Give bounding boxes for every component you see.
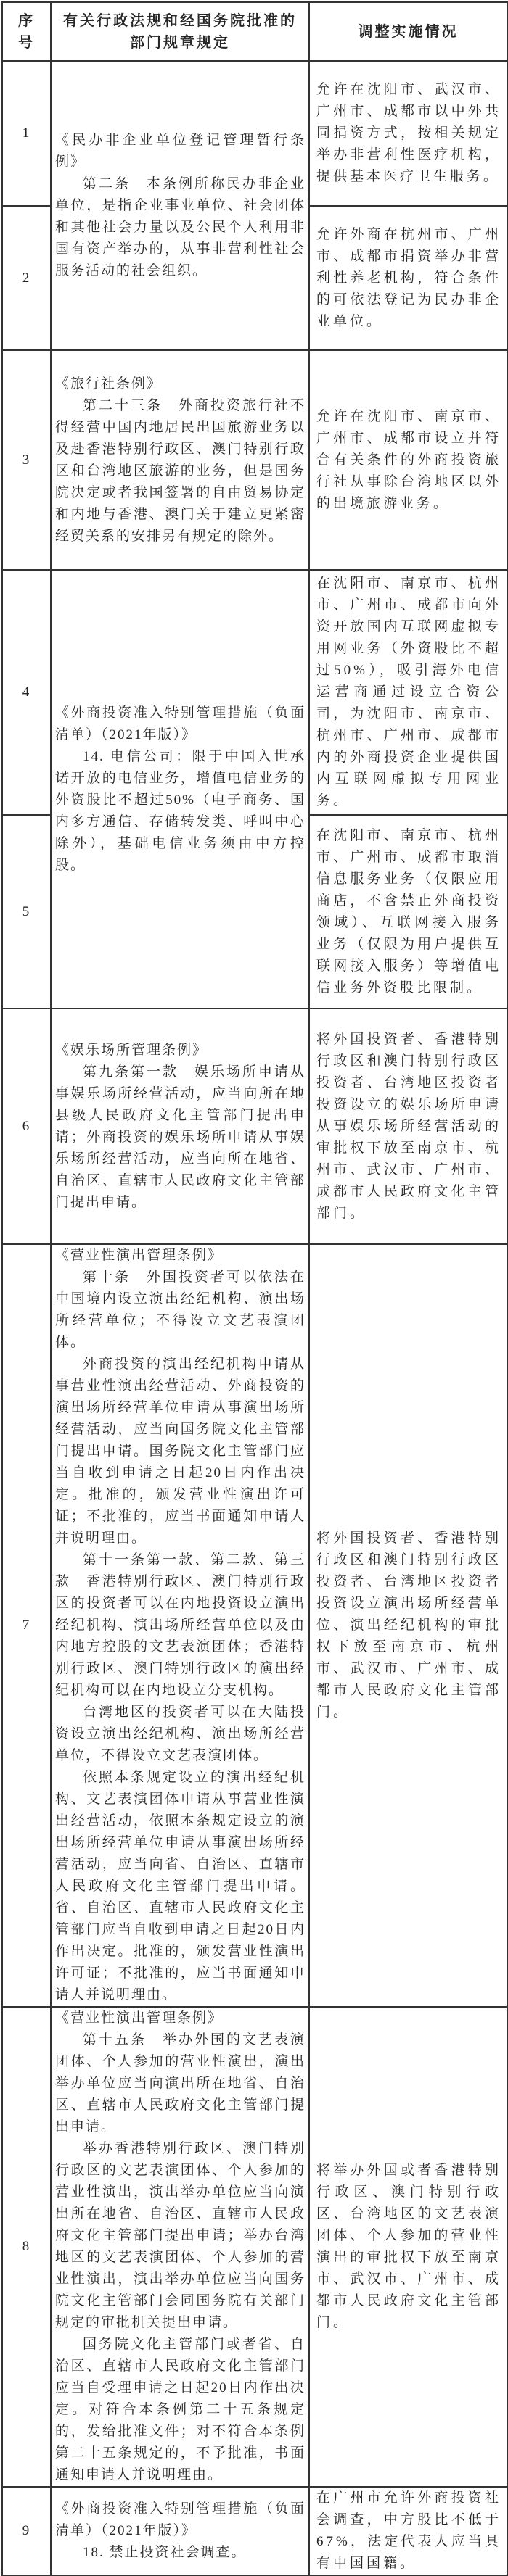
regulation-cell	[51, 2007, 309, 2487]
table-row	[2, 2487, 507, 2575]
implementation-cell	[309, 815, 507, 1009]
regulation-adjustment-table	[1, 1, 508, 2576]
regulation-cell	[51, 1009, 309, 1244]
regulation-title: 《旅行社条例》	[55, 376, 163, 392]
regulation-paragraph: 第二条 本条例所称民办非企业单位，是指企业事业单位、社会团体和其他社会力量以及公民个人利用非国有资产举办的，从事非营利性社会服务活动的社会组织。	[55, 175, 306, 278]
regulation-paragraph: 第二十三条 外商投资旅行社不得经营中国内地居民出国旅游业务以及赴香港特别行政区、澳门特别行政区和台湾地区旅游的业务，但是国务院决定或者我国签署的自由贸易协定和内地与香港、澳门关于建立更紧密经贸关系的安排另有规定的除外。	[55, 397, 306, 544]
regulation-cell	[51, 1244, 309, 2007]
regulation-title: 《民办非企业单位登记管理暂行条例》	[55, 132, 306, 170]
header-implementation: 调整实施情况	[309, 2, 507, 61]
header-regulation: 有关行政法规和经国务院批准的部门规章规定	[51, 2, 309, 61]
sequence-number-cell: 3	[2, 350, 51, 570]
implementation-cell	[309, 1244, 507, 2007]
implementation-cell	[309, 2007, 507, 2487]
regulation-paragraph: 第九条第一款 娱乐场所申请从事娱乐场所经营活动，应当向所在地县级人民政府文化主管部门提出申请；外商投资的娱乐场所申请从事娱乐场所经营活动，应当向所在地省、自治区、直辖市人民政府文化主管部门提出申请。	[55, 1064, 306, 1210]
sequence-number-cell: 8	[2, 2007, 51, 2487]
implementation-cell	[309, 61, 507, 206]
sequence-number-cell: 6	[2, 1009, 51, 1244]
table-body	[2, 61, 507, 2575]
regulation-paragraph: 第十一条第一款、第二款、第三款 香港特别行政区、澳门特别行政区的投资者可以在内地投资设立演出经纪机构、演出场所经营单位以及由内地方控股的文艺表演团体；香港特别行政区、澳门特别行政区的演出经纪机构可以在内地设立分支机构。	[55, 1552, 306, 1698]
implementation-text: 将举办外国或者香港特别行政区、澳门特别行政区、台湾地区的文艺表演团体、个人参加的营业性演出的审批权下放至南京市、武汉市、广州市、成都市人民政府文化主管部门。	[316, 2163, 501, 2330]
table-row	[2, 350, 507, 570]
implementation-cell	[309, 2487, 507, 2575]
regulation-title: 《娱乐场所管理条例》	[55, 1042, 208, 1058]
sequence-number-cell: 1	[2, 61, 51, 206]
implementation-cell	[309, 1009, 507, 1244]
table-header	[2, 2, 507, 61]
regulation-title: 《外商投资准入特别管理措施（负面清单）（2021年版）》	[55, 2501, 306, 2538]
sequence-number-cell: 9	[2, 2487, 51, 2575]
implementation-text: 允许外商在杭州市、广州市、成都市捐资举办非营利性养老机构，符合条件的可依法登记为民办非企业单位。	[316, 226, 501, 329]
implementation-text: 允许在沈阳市、南京市、广州市、成都市设立并符合有关条件的外商投资旅行社从事除台湾地区以外的出境旅游业务。	[316, 408, 501, 511]
regulation-cell	[51, 61, 309, 350]
regulation-paragraph: 第十条 外国投资者可以依法在中国境内设立演出经纪机构、演出场所经营单位；不得设立文艺表演团体。	[55, 1270, 306, 1350]
table-row	[2, 61, 507, 206]
regulation-paragraph: 第十五条 举办外国的文艺表演团体、个人参加的营业性演出，演出举办单位应当向演出所在地省、自治区、直辖市人民政府文化主管部门提出申请。	[55, 2032, 306, 2134]
header-seq: 序号	[2, 2, 51, 61]
implementation-cell	[309, 206, 507, 350]
regulation-paragraph: 国务院文化主管部门或者省、自治区、直辖市人民政府文化主管部门应当自受理申请之日起20日内作出决定。对符合本条例第二十五条规定的，发给批准文件；对不符合本条例第二十五条规定的，不予批准，书面通知申请人并说明理由。	[55, 2337, 306, 2482]
table-row	[2, 570, 507, 815]
table-row	[2, 1009, 507, 1244]
regulation-title: 《营业性演出管理条例》	[55, 2010, 224, 2026]
implementation-cell	[309, 570, 507, 815]
implementation-text: 将外国投资者、香港特别行政区和澳门特别行政区投资者、台湾地区投资者投资设立的娱乐场所申请从事娱乐场所经营活动的审批权下放至南京市、杭州市、武汉市、广州市、成都市人民政府文化主管部门。	[316, 1031, 501, 1221]
sequence-number-cell: 5	[2, 815, 51, 1009]
regulation-cell	[51, 2487, 309, 2575]
regulation-title: 《外商投资准入特别管理措施（负面清单）（2021年版）》	[55, 705, 306, 742]
regulation-paragraph: 举办香港特别行政区、澳门特别行政区的文艺表演团体、个人参加的营业性演出，演出举办单位应当向演出所在地省、自治区、直辖市人民政府文化主管部门提出申请；举办台湾地区的文艺表演团体、个人参加的营业性演出，演出举办单位应当向国务院文化主管部门会同国务院有关部门规定的审批机关提出申请。	[55, 2141, 306, 2330]
regulation-title: 《营业性演出管理条例》	[55, 1248, 224, 1263]
regulation-paragraph: 外商投资的演出经纪机构申请从事营业性演出经营活动、外商投资的演出场所经营单位申请从事演出场所经营活动，应当向国务院文化主管部门提出申请。国务院文化主管部门应当自收到申请之日起20日内作出决定。批准的，颁发营业性演出许可证；不批准的，应当书面通知申请人并说明理由。	[55, 1357, 306, 1546]
regulation-cell	[51, 570, 309, 1009]
regulation-paragraph: 18. 禁止投资社会调查。	[83, 2545, 247, 2560]
regulation-cell	[51, 350, 309, 570]
sequence-number-cell: 4	[2, 570, 51, 815]
implementation-text: 将外国投资者、香港特别行政区和澳门特别行政区投资者、台湾地区投资者投资设立演出场所经营单位、演出经纪机构的审批权下放至南京市、杭州市、武汉市、广州市、成都市人民政府文化主管部门。	[316, 1531, 501, 1720]
implementation-text: 在沈阳市、南京市、杭州市、广州市、成都市向外资开放国内互联网虚拟专用网业务（外资股比不超过50%），吸引海外电信运营商通过设立合资公司，为沈阳市、南京市、杭州市、广州市、成都市内的外商投资企业提供国内互联网虚拟专用网业务。	[316, 576, 501, 808]
regulation-paragraph: 14. 电信公司：限于中国入世承诺开放的电信业务，增值电信业务的外资股比不超过50%（电子商务、国内多方通信、存储转发类、呼叫中心除外），基础电信业务须由中方控股。	[55, 748, 306, 873]
sequence-number-cell: 7	[2, 1244, 51, 2007]
implementation-cell	[309, 350, 507, 570]
implementation-text: 在沈阳市、南京市、杭州市、广州市、成都市取消信息服务业务（仅限应用商店，不含禁止外商投资领域）、互联网接入服务业务（仅限为用户提供互联网接入服务）等增值电信业务外资股比限制。	[316, 827, 501, 995]
implementation-text: 在广州市允许外商投资社会调查，中方股比不低于67%，法定代表人应当具有中国国籍。	[316, 2490, 501, 2571]
sequence-number-cell: 2	[2, 206, 51, 350]
table-row	[2, 1244, 507, 2007]
regulation-paragraph: 台湾地区的投资者可以在大陆投资设立演出经纪机构、演出场所经营单位，不得设立文艺表演团体。	[55, 1705, 306, 1763]
regulation-paragraph: 依照本条规定设立的演出经纪机构、文艺表演团体申请从事营业性演出经营活动，依照本条规定设立的演出场所经营单位申请从事演出场所经营活动，应当向省、自治区、直辖市人民政府文化主管部门提出申请。省、自治区、直辖市人民政府文化主管部门应当自收到申请之日起20日内作出决定。批准的，颁发营业性演出许可证；不批准的，应当书面通知申请人并说明理由。	[55, 1770, 306, 2003]
implementation-text: 允许在沈阳市、武汉市、广州市、成都市以中外共同捐资方式，按相关规定举办非营利性医疗机构，提供基本医疗卫生服务。	[316, 82, 501, 184]
table-row	[2, 2007, 507, 2487]
